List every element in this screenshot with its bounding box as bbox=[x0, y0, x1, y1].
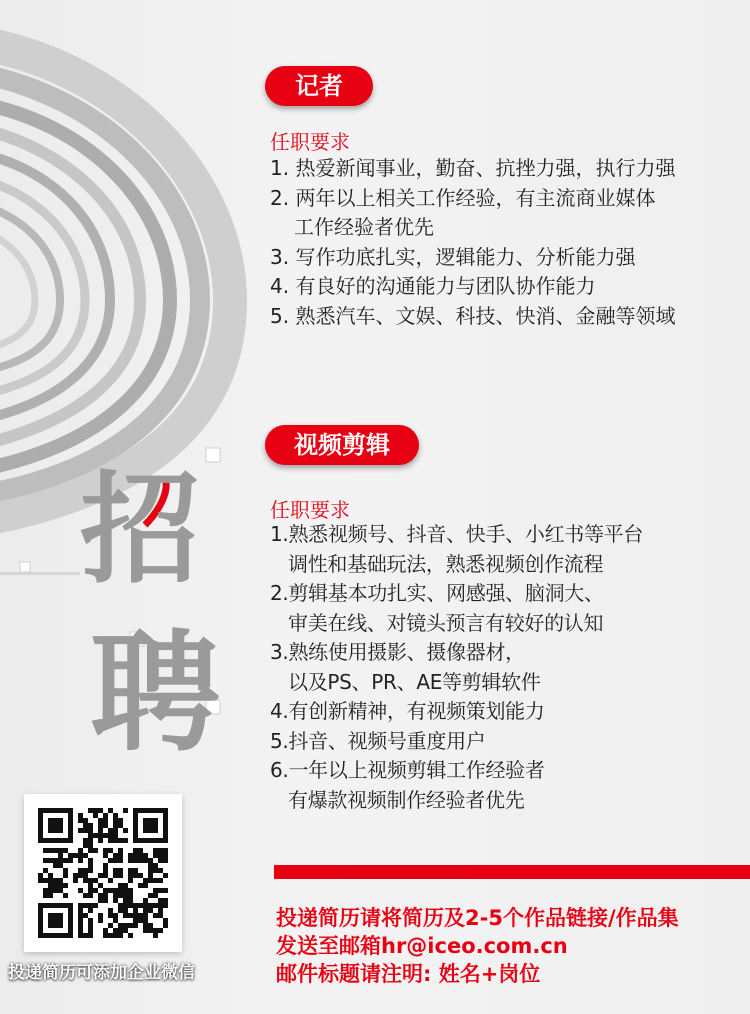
hero-character-pin: 聘 bbox=[90, 616, 221, 769]
requirements-label: 任职要求 bbox=[270, 130, 350, 154]
requirements-list-reporter bbox=[270, 154, 675, 331]
list-item-continuation: 以及PS、PR、AE等剪辑软件 bbox=[288, 669, 541, 694]
list-item: 1. 热爱新闻事业，勤奋、抗挫力强，执行力强 bbox=[270, 156, 676, 180]
list-item: 4.有创新精神，有视频策划能力 bbox=[270, 699, 545, 723]
list-item: 2. 两年以上相关工作经验，有主流商业媒体 bbox=[270, 185, 656, 210]
position-title-video-editor: 视频剪辑 bbox=[265, 425, 419, 465]
contact-instructions: 投递简历请将简历及2-5个作品链接/作品集 bbox=[276, 906, 679, 930]
list-item-continuation: 有爆款视频制作经验者优先 bbox=[288, 787, 525, 812]
list-item-continuation: 调性和基础玩法，熟悉视频创作流程 bbox=[288, 551, 604, 576]
list-item: 4. 有良好的沟通能力与团队协作能力 bbox=[270, 274, 596, 298]
list-item-continuation: 审美在线、对镜头预言有较好的认知 bbox=[288, 610, 604, 635]
position-title-reporter: 记者 bbox=[265, 66, 373, 106]
requirements-label: 任职要求 bbox=[270, 498, 350, 522]
list-item: 5.抖音、视频号重度用户 bbox=[270, 728, 486, 753]
list-item: 1.熟悉视频号、抖音、快手、小红书等平台 bbox=[270, 522, 644, 546]
qr-code-card[interactable] bbox=[24, 794, 182, 952]
contact-email-line[interactable]: 发送至邮箱hr@iceo.com.cn bbox=[276, 934, 568, 958]
hero-character-zhao: 招 bbox=[80, 459, 200, 600]
list-item: 5. 熟悉汽车、文娱、科技、快消、金融等领域 bbox=[270, 303, 676, 328]
list-item: 3.熟练使用摄影、摄像器材， bbox=[270, 640, 525, 664]
contact-subject-line: 邮件标题请注明: 姓名+岗位 bbox=[276, 962, 541, 986]
divider-bar bbox=[274, 865, 750, 879]
qr-code-icon bbox=[38, 808, 168, 938]
requirements-list-video-editor bbox=[270, 520, 643, 815]
list-item: 3. 写作功底扎实，逻辑能力、分析能力强 bbox=[270, 244, 636, 269]
list-item: 2.剪辑基本功扎实、网感强、脑洞大、 bbox=[270, 581, 604, 605]
list-item: 6.一年以上视频剪辑工作经验者 bbox=[270, 758, 545, 782]
list-item-continuation: 工作经验者优先 bbox=[294, 215, 434, 239]
qr-caption: 投递简历可添加企业微信 bbox=[8, 963, 195, 983]
